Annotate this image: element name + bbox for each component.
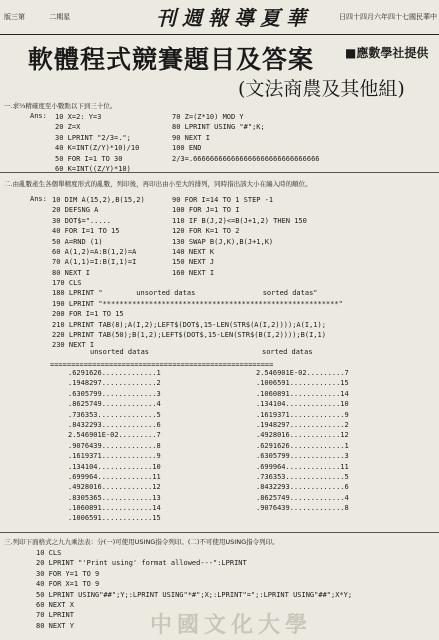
code-line: 130 SWAP B(J,K),B(J+1,K) [172, 237, 274, 246]
output-row: .6291626.............1 [68, 369, 161, 377]
code-line: 20 DEFSNG A [52, 206, 99, 215]
output-row: .134104.............10 [256, 400, 349, 409]
output-row: .1619371.............9 [256, 410, 349, 419]
q2-code-right [172, 195, 307, 278]
code-line: 10 X=2: Y=3 [55, 113, 102, 121]
question-2: 二.由亂數產生各個單精度形式的亂數，列印後，再印出由小至大的排列，同時指出該大小在編入時的順位。 [4, 180, 312, 188]
code-line: 50 A=RND (1) [52, 237, 103, 246]
code-line: 10 CLS [36, 549, 62, 557]
output-row: .8625749.............4 [68, 400, 161, 409]
output-separator: ===================================================== [50, 361, 274, 369]
code-line: 30 FOR Y=1 TO 9 [36, 569, 100, 578]
output-row: .1948297.............2 [256, 420, 349, 429]
output-row: .8432293.............6 [256, 483, 349, 492]
q1-code-right [172, 112, 320, 164]
output-row: .8432293.............6 [68, 420, 161, 429]
code-line: 70 Z=(Z*10) MOD Y [172, 113, 244, 121]
q2-code-continued [52, 278, 343, 351]
code-line: 40 FOR I=1 TO 15 [52, 227, 120, 236]
header-left [4, 12, 92, 22]
question-1: 一.求⅔精確度至小數點以下到三十位。 [4, 102, 117, 110]
code-line: 140 NEXT K [172, 247, 215, 256]
divider [0, 532, 439, 533]
code-line: 30 LPRINT "2/3=."; [55, 133, 131, 142]
output-row: .736353..............5 [68, 410, 161, 419]
code-line: 70 LPRINT [36, 611, 74, 620]
code-line: 10 DIM A(15,2),B(15,2) [52, 196, 145, 204]
code-line: 50 FOR I=1 TO 30 [55, 154, 123, 163]
output-table-right [256, 368, 349, 513]
output-row: .1060891............14 [256, 389, 349, 398]
output-row: .4928016............12 [68, 483, 161, 492]
output-header-left: unsorted datas [90, 348, 150, 356]
output-row: 2.546901E-02.........7 [256, 369, 349, 377]
article-subtitle: (文法商農及其他組) [238, 78, 405, 100]
q1-code-left [55, 112, 139, 174]
code-line: 60 A(1,2)=A:B(1,2)=A [52, 247, 137, 256]
code-line: 20 LPRINT "'Print using' format allowed---":LPRINT [36, 559, 247, 568]
output-row: .736353..............5 [256, 472, 349, 481]
code-line: 2/3=.666666666666666666666666666666 [172, 154, 320, 163]
code-line: 80 LPRINT USING "#";K; [172, 123, 265, 132]
output-row: .6305799.............3 [68, 389, 161, 398]
code-line: 60 NEXT X [36, 600, 74, 609]
output-row: .9076439.............8 [256, 504, 349, 513]
masthead: 刊週報導夏華 [156, 6, 312, 30]
output-header-right: sorted datas [262, 348, 313, 356]
code-line: 110 IF B(J,2)<=B(J+1,2) THEN 150 [172, 216, 307, 225]
day-label: 二期星 [49, 13, 71, 21]
output-row: .134104.............10 [68, 462, 161, 471]
q2-code-left [52, 195, 145, 278]
output-row: .8625749.............4 [256, 493, 349, 502]
code-line: 220 LPRINT TAB(50);B(1,2);LEFT$(DOT$,15-LEN(STR$(B(I,2))));B(I,1) [52, 330, 326, 339]
code-line: 100 END [172, 144, 202, 153]
output-row: .9076439.............8 [68, 441, 161, 450]
code-line: 120 FOR K=1 TO 2 [172, 227, 240, 236]
code-line: 100 FOR J=1 TO I [172, 206, 240, 215]
output-row: .1619371.............9 [68, 452, 161, 461]
output-row: .1006591............15 [256, 379, 349, 388]
code-line: 40 FOR X=1 TO 9 [36, 580, 100, 589]
output-row: .699964.............11 [68, 472, 161, 481]
source-badge: ■應數學社提供 [345, 46, 429, 60]
page-header [0, 0, 439, 35]
code-line: 30 DOT$="..... [52, 216, 112, 225]
code-line: 160 NEXT I [172, 268, 215, 277]
watermark: 中國文化大學 [150, 612, 313, 638]
code-line: 180 LPRINT " unsorted datas sorted datas" [52, 289, 318, 298]
code-line: 50 LPRINT USING"##";Y;:LPRINT USING"*#";X;:LPRINT"=";:LPRINT USING"##";X*Y; [36, 590, 353, 599]
header-date: 日四十四月六年四十七國民華中 [339, 13, 437, 21]
output-row: .6305799.............3 [256, 452, 349, 461]
code-line: 230 NEXT I [52, 341, 95, 350]
output-row: .1006591............15 [68, 514, 161, 523]
code-line: 80 NEXT Y [36, 621, 74, 630]
code-line: 170 CLS [52, 279, 82, 287]
answer-label-1: Ans: [30, 112, 47, 120]
answer-label-2: Ans: [30, 195, 47, 203]
article-title: 軟體程式競賽題目及答案 [28, 45, 315, 74]
output-table-left [68, 368, 161, 524]
output-row: 2.546901E-02.........7 [68, 431, 161, 440]
code-line: 60 K=INT((Z/Y)*10) [55, 164, 131, 173]
output-row: .1060891............14 [68, 504, 161, 513]
code-line: 80 NEXT I [52, 268, 90, 277]
code-line: 200 FOR I=1 TO 15 [52, 310, 124, 319]
code-line: 190 LPRINT "********************************************************" [52, 299, 343, 308]
code-line: 40 K=INT(Z/Y)*10)/10 [55, 144, 140, 153]
code-line: 90 NEXT I [172, 133, 210, 142]
code-line: 70 A(1,1)=I:B(I,1)=I [52, 258, 137, 267]
output-row: .699964.............11 [256, 462, 349, 471]
edition-label: 版三第 [4, 13, 25, 21]
code-line: 90 FOR I=14 TO 1 STEP -1 [172, 196, 274, 204]
question-3: 三.列印下面格式之九九乘法表：分(一)可使用USING指令列印。(二)不可使用USING指令列印。 [4, 538, 279, 546]
divider [0, 172, 439, 173]
output-row: .8305365............13 [68, 493, 161, 502]
output-row: .1948297.............2 [68, 379, 161, 388]
output-row: .6291626.............1 [256, 441, 349, 450]
output-row: .4928016............12 [256, 431, 349, 440]
code-line: 150 NEXT J [172, 258, 215, 267]
code-line: 20 Z=X [55, 123, 81, 132]
code-line: 210 LPRINT TAB(8);A(I,2);LEFT$(DOT$,15-LEN(STR$(A(I,2))));A(I,1); [52, 320, 326, 329]
